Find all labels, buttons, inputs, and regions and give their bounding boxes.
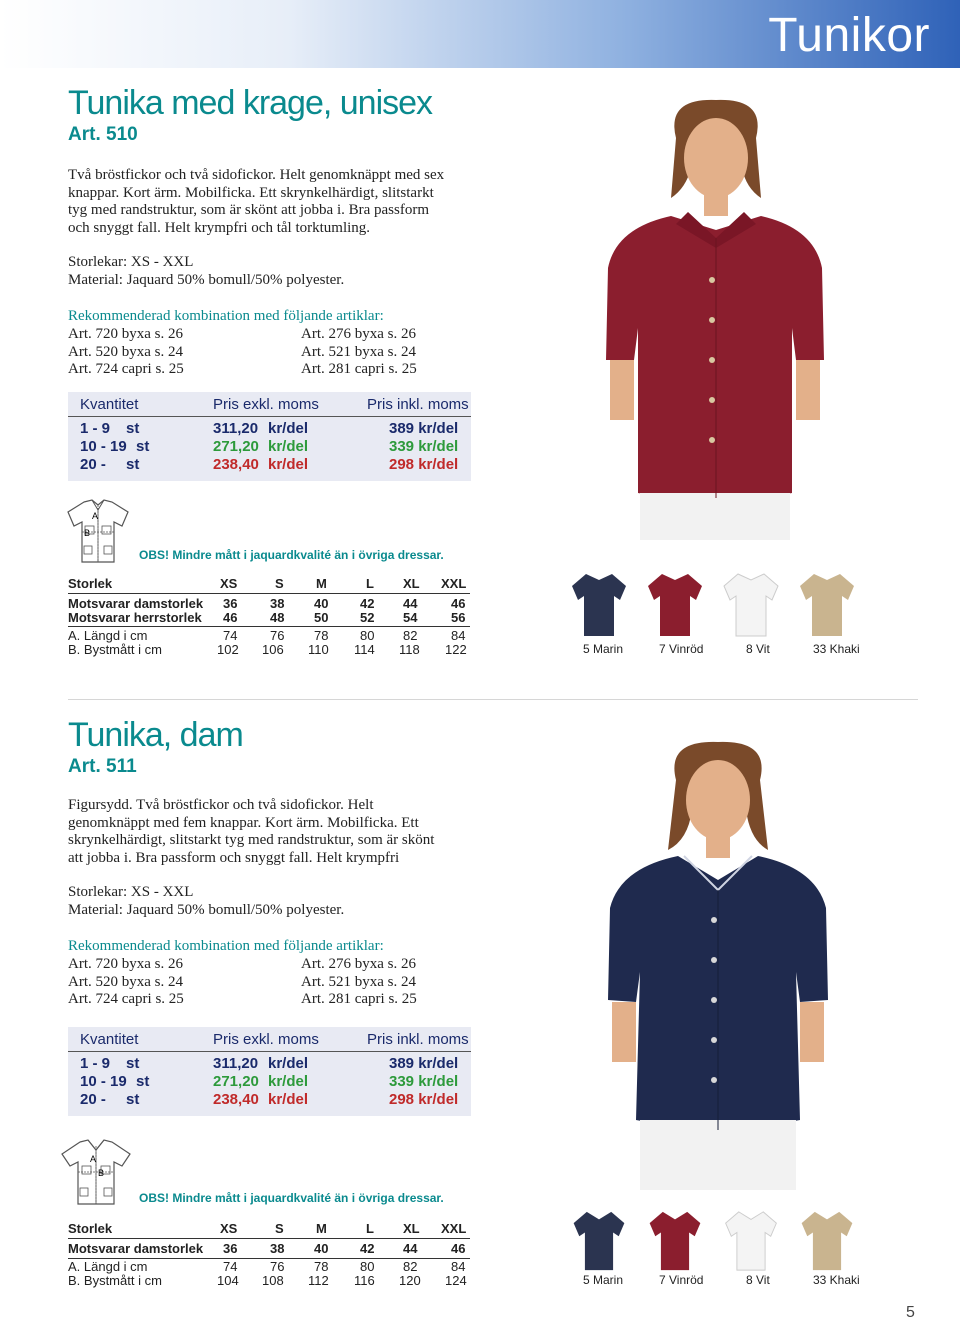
desc-line: tyg med randstruktur, som är skönt att jobba i. Bra passform — [68, 202, 430, 218]
rec-item: Art. 281 capri s. 25 — [301, 361, 417, 377]
size-header-label: Storlek — [68, 576, 113, 591]
size-cell: 44 — [403, 1241, 418, 1256]
swatch-shirt-marin[interactable] — [570, 572, 628, 638]
swatch-label: 5 Marin — [583, 1273, 624, 1287]
size-cell: 116 — [354, 1273, 375, 1288]
size-cell: 38 — [270, 1241, 285, 1256]
swatch-shirt-vit[interactable] — [722, 572, 780, 638]
swatch-shirt-khaki[interactable] — [798, 572, 856, 638]
price-header-excl: Pris exkl. moms — [213, 1031, 319, 1048]
size-body-rule — [68, 626, 470, 627]
size-cell: 46 — [451, 596, 466, 611]
swatch-label: 7 Vinröd — [659, 1273, 704, 1287]
price-qty-unit: st — [136, 1073, 150, 1090]
size-cell: 104 — [217, 1273, 239, 1288]
size-row-label: A. Längd i cm — [68, 628, 148, 643]
size-header-rule — [68, 593, 470, 594]
rec-item: Art. 724 capri s. 25 — [68, 991, 184, 1007]
size-header: XS — [220, 576, 238, 591]
product2-sizes: Storlekar: XS - XXL — [68, 884, 194, 900]
size-header: XXL — [441, 1221, 467, 1236]
size-row-label: Motsvarar damstorlek — [68, 596, 204, 611]
product1-price-table — [68, 392, 471, 481]
diagram-label-a: A — [92, 511, 99, 521]
size-row-label: Motsvarar damstorlek — [68, 1241, 204, 1256]
product1-model-photo — [596, 98, 834, 540]
price-incl: 339 kr/del — [389, 438, 459, 455]
size-row-label: A. Längd i cm — [68, 1259, 148, 1274]
rec-item: Art. 720 byxa s. 26 — [68, 956, 183, 972]
price-excl: 238,40 — [213, 456, 259, 473]
size-cell: 78 — [314, 628, 329, 643]
swatch-shirt-khaki[interactable] — [798, 1210, 856, 1272]
size-cell: 118 — [399, 642, 420, 657]
price-incl: 389 kr/del — [389, 1055, 459, 1072]
product2-description — [68, 797, 434, 867]
price-qty: 10 - 19 — [80, 438, 127, 455]
page-section-title: Tunikor — [768, 9, 930, 62]
price-header-incl: Pris inkl. moms — [367, 1031, 469, 1048]
product1-description — [68, 167, 444, 237]
size-cell: 108 — [262, 1273, 284, 1288]
size-cell: 40 — [314, 596, 329, 611]
price-excl: 311,20 — [213, 1055, 259, 1072]
product2-art-number: Art. 511 — [68, 756, 137, 777]
product1-size-table — [68, 574, 470, 662]
rec-item: Art. 281 capri s. 25 — [301, 991, 417, 1007]
size-header-rule — [68, 1238, 470, 1239]
product2-size-table — [68, 1219, 470, 1291]
price-header-excl: Pris exkl. moms — [213, 396, 319, 413]
size-cell: 76 — [270, 1259, 285, 1274]
size-cell: 76 — [270, 628, 285, 643]
size-cell: 74 — [223, 628, 238, 643]
diagram-label-b: B — [98, 1168, 105, 1178]
product2-recommendation-title: Rekommenderad kombination med följande artiklar: — [68, 938, 384, 954]
product2-price-table — [68, 1027, 471, 1116]
rec-item: Art. 724 capri s. 25 — [68, 361, 184, 377]
size-cell: 82 — [403, 628, 418, 643]
swatch-shirt-marin[interactable] — [570, 1210, 628, 1272]
price-incl: 339 kr/del — [389, 1073, 459, 1090]
size-cell: 106 — [262, 642, 284, 657]
size-cell: 74 — [223, 1259, 238, 1274]
size-header: XL — [403, 1221, 420, 1236]
rec-item: Art. 720 byxa s. 26 — [68, 326, 183, 342]
price-qty: 20 - — [80, 1091, 106, 1108]
swatch-label: 7 Vinröd — [659, 642, 704, 656]
product2-title: Tunika, dam — [68, 716, 243, 754]
size-header: S — [275, 1221, 284, 1236]
size-header-label: Storlek — [68, 1221, 113, 1236]
rec-item: Art. 276 byxa s. 26 — [301, 326, 416, 342]
price-incl: 298 kr/del — [389, 1091, 459, 1108]
size-header: L — [366, 576, 374, 591]
product1-recommendation-title: Rekommenderad kombination med följande artiklar: — [68, 308, 384, 324]
rec-item: Art. 521 byxa s. 24 — [301, 343, 416, 360]
size-cell: 80 — [360, 628, 375, 643]
rec-item: Art. 521 byxa s. 24 — [301, 973, 416, 990]
product1-obs-note: OBS! Mindre mått i jaquardkvalité än i övriga dressar. — [139, 548, 444, 562]
price-excl-unit: kr/del — [268, 1073, 309, 1090]
size-cell: 102 — [217, 642, 239, 657]
price-excl: 311,20 — [213, 420, 259, 437]
product2-obs-note: OBS! Mindre mått i jaquardkvalité än i övriga dressar. — [139, 1191, 444, 1205]
section-divider — [68, 699, 918, 700]
price-excl: 271,20 — [213, 438, 259, 455]
diagram-label-a: A — [90, 1154, 97, 1164]
price-qty: 1 - 9 — [80, 1055, 111, 1072]
product1-title: Tunika med krage, unisex — [68, 84, 433, 122]
size-cell: 78 — [314, 1259, 329, 1274]
product2-color-swatches — [566, 1210, 866, 1292]
product1-art-number: Art. 510 — [68, 124, 138, 145]
desc-line: Två bröstfickor och två sidofickor. Helt genomknäppt med sex — [68, 167, 445, 183]
product1-sizes: Storlekar: XS - XXL — [68, 254, 194, 270]
desc-line: att jobba i. Bra passform och snyggt fall. Helt krympfri — [68, 849, 400, 866]
product2-model-photo — [600, 740, 836, 1190]
size-cell: 112 — [308, 1273, 329, 1288]
swatch-label: 33 Khaki — [813, 642, 860, 656]
desc-line: skrynkelhärdigt, slitstarkt tyg med randstruktur, som är skönt — [68, 832, 435, 848]
size-header: XXL — [441, 576, 467, 591]
price-excl-unit: kr/del — [268, 438, 309, 455]
product1-material: Material: Jaquard 50% bomull/50% polyester. — [68, 272, 345, 288]
price-excl-unit: kr/del — [268, 456, 309, 473]
swatch-label: 8 Vit — [746, 1273, 770, 1287]
size-header: L — [366, 1221, 374, 1236]
price-qty: 1 - 9 — [80, 420, 111, 437]
size-header: M — [316, 576, 327, 591]
price-header-incl: Pris inkl. moms — [367, 396, 469, 413]
swatch-label: 5 Marin — [583, 642, 624, 656]
size-cell: 40 — [314, 1241, 329, 1256]
page-number: 5 — [906, 1304, 915, 1321]
desc-line: genomknäppt med fem knappar. Kort ärm. Mobilficka. Ett — [68, 814, 419, 831]
size-cell: 42 — [360, 1241, 375, 1256]
diagram-label-b: B — [84, 528, 91, 538]
price-header-qty: Kvantitet — [80, 396, 139, 413]
size-cell: 48 — [270, 610, 285, 625]
size-cell: 36 — [223, 596, 238, 611]
size-header: S — [275, 576, 284, 591]
price-header-qty: Kvantitet — [80, 1031, 139, 1048]
product2-material: Material: Jaquard 50% bomull/50% polyester. — [68, 902, 345, 918]
size-cell: 80 — [360, 1259, 375, 1274]
swatch-label: 33 Khaki — [813, 1273, 860, 1287]
size-cell: 36 — [223, 1241, 238, 1256]
product1-rec-right — [301, 326, 417, 379]
size-cell: 44 — [403, 596, 418, 611]
size-cell: 122 — [445, 642, 467, 657]
product1-color-swatches — [566, 572, 866, 662]
size-cell: 38 — [270, 596, 285, 611]
price-excl-unit: kr/del — [268, 1055, 309, 1072]
size-cell: 124 — [445, 1273, 467, 1288]
swatch-shirt-vit[interactable] — [722, 1210, 780, 1272]
price-excl: 238,40 — [213, 1091, 259, 1108]
price-qty: 10 - 19 — [80, 1073, 127, 1090]
rec-item: Art. 520 byxa s. 24 — [68, 343, 183, 360]
swatch-label: 8 Vit — [746, 642, 770, 656]
shirt-measurement-diagram — [62, 496, 134, 566]
swatch-shirt-vinrod[interactable] — [646, 572, 704, 638]
price-qty: 20 - — [80, 456, 106, 473]
product1-rec-left — [68, 326, 184, 379]
shirt-measurement-diagram — [58, 1136, 134, 1208]
size-cell: 84 — [451, 628, 466, 643]
size-cell: 56 — [451, 610, 466, 625]
price-excl: 271,20 — [213, 1073, 259, 1090]
size-row-label: B. Bystmått i cm — [68, 1273, 162, 1288]
rec-item: Art. 520 byxa s. 24 — [68, 973, 183, 990]
size-row-label: Motsvarar herrstorlek — [68, 610, 202, 625]
rec-item: Art. 276 byxa s. 26 — [301, 956, 416, 972]
price-qty-unit: st — [126, 1091, 140, 1108]
price-excl-unit: kr/del — [268, 1091, 309, 1108]
size-header: XS — [220, 1221, 238, 1236]
price-incl: 298 kr/del — [389, 456, 459, 473]
price-incl: 389 kr/del — [389, 420, 459, 437]
size-cell: 84 — [451, 1259, 466, 1274]
size-cell: 120 — [399, 1273, 421, 1288]
size-header: M — [316, 1221, 327, 1236]
price-excl-unit: kr/del — [268, 420, 309, 437]
size-cell: 50 — [314, 610, 329, 625]
size-row-label: B. Bystmått i cm — [68, 642, 162, 657]
price-qty-unit: st — [126, 456, 140, 473]
price-qty-unit: st — [126, 420, 140, 437]
product2-rec-right — [301, 956, 417, 1009]
desc-line: Figursydd. Två bröstfickor och två sidofickor. Helt — [68, 797, 374, 813]
size-header: XL — [403, 576, 420, 591]
price-qty-unit: st — [126, 1055, 140, 1072]
size-cell: 110 — [308, 642, 329, 657]
size-cell: 54 — [403, 610, 418, 625]
size-cell: 82 — [403, 1259, 418, 1274]
product2-rec-left — [68, 956, 184, 1009]
size-cell: 46 — [223, 610, 238, 625]
size-cell: 52 — [360, 610, 375, 625]
size-cell: 46 — [451, 1241, 466, 1256]
desc-line: och snyggt fall. Helt krympfri och tål torktumling. — [68, 219, 371, 236]
size-cell: 114 — [354, 642, 375, 657]
swatch-shirt-vinrod[interactable] — [646, 1210, 704, 1272]
desc-line: knappar. Kort ärm. Mobilficka. Ett skrynkelhärdigt, slitstarkt — [68, 184, 434, 201]
price-qty-unit: st — [136, 438, 150, 455]
size-cell: 42 — [360, 596, 375, 611]
